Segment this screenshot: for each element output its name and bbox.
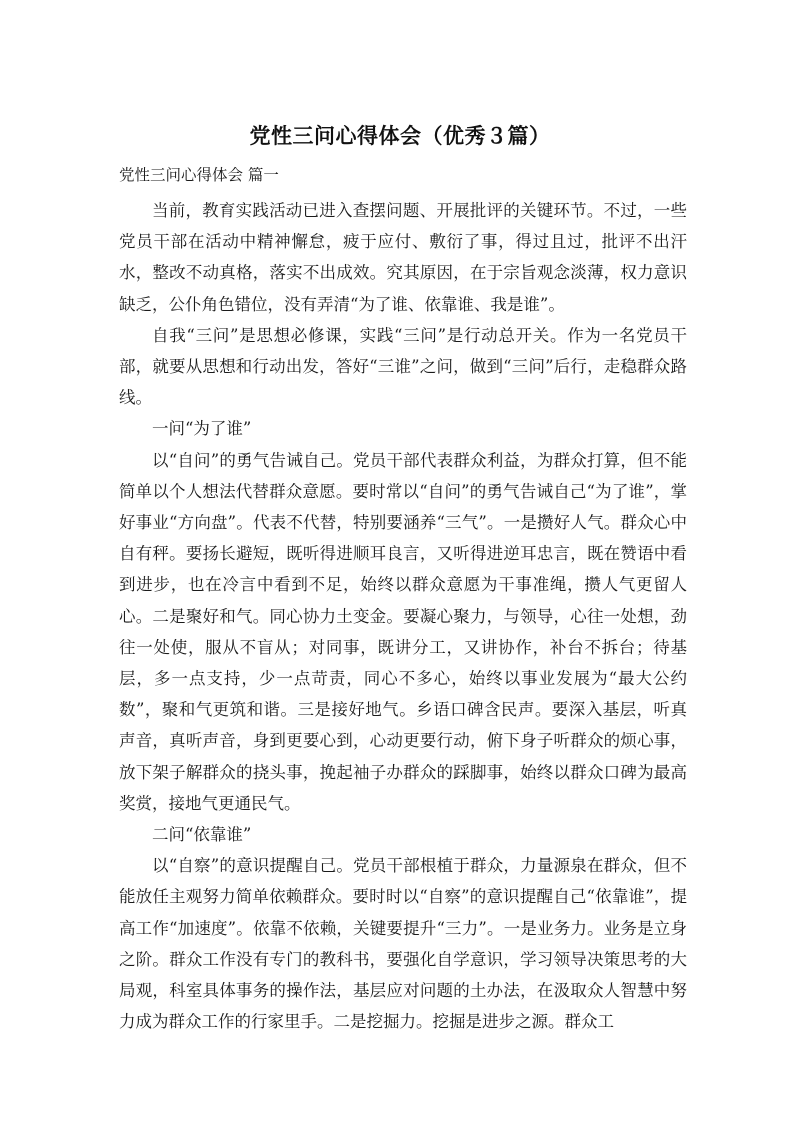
section-heading: 党性三问心得体会 篇一 — [119, 166, 279, 184]
paragraph-intro: 当前，教育实践活动已进入查摆问题、开展批评的关键环节。不过，一些党员干部在活动中精神懈怠，疲于应付、敷衍了事，得过且过，批评不出汗水，整改不动真格，落实不出成效。究其原因，在于宗旨观念淡薄，权力意识缺乏，公仆角色错位，没有弄清“为了谁、依靠谁、我是谁”。 — [119, 201, 687, 314]
question-heading-1: 一问“为了谁” — [152, 419, 252, 439]
paragraph-question-1: 以“自问”的勇气告诫自己。党员干部代表群众利益，为群众打算，但不能简单以个人想法代替群众意愿。要时常以“自问”的勇气告诫自己“为了谁”，掌好事业“方向盘”。代表不代替，特别要涵养“三气”。一是攒好人气。群众心中自有秤。要扬长避短，既听得进顺耳良言，又听得进逆耳忠言，既在赞语中看到进步，也在冷言中看到不足，始终以群众意愿为干事准绳，攒人气更留人心。二是聚好和气。同心协力土变金。要凝心聚力，与领导，心往一处想，劲往一处使，服从不盲从；对同事，既讲分工，又讲协作，补台不拆台；待基层，多一点支持，少一点苛责，同心不多心，始终以事业发展为“最大公约数”，聚和气更筑和谐。三是接好地气。乡语口碑含民声。要深入基层，听真声音，真听声音，身到更要心到，心动更要行动，俯下身子听群众的烦心事，放下架子解群众的挠头事，挽起袖子办群众的踩脚事，始终以群众口碑为最高奖赏，接地气更通民气。 — [119, 450, 687, 813]
question-heading-2: 二问“依靠谁” — [152, 825, 252, 845]
document-body — [119, 195, 687, 1037]
paragraph-three-questions: 自我“三问”是思想必修课，实践“三问”是行动总开关。作为一名党员干部，就要从思想和行动出发，答好“三谁”之问，做到“三问”后行，走稳群众路线。 — [119, 325, 687, 408]
paragraph-question-2: 以“自察”的意识提醒自己。党员干部根植于群众，力量源泉在群众，但不能放任主观努力简单依赖群众。要时时以“自察”的意识提醒自己“依靠谁”，提高工作“加速度”。依靠不依赖，关键要提升“三力”。一是业务力。业务是立身之阶。群众工作没有专门的教科书，要强化自学意识，学习领导决策思考的大局观，科室具体事务的操作法，基层应对问题的土办法，在汲取众人智慧中努力成为群众工作的行家里手。二是挖掘力。挖掘是进步之源。群众工 — [119, 856, 687, 1032]
document-title: 党性三问心得体会（优秀３篇） — [249, 124, 551, 148]
